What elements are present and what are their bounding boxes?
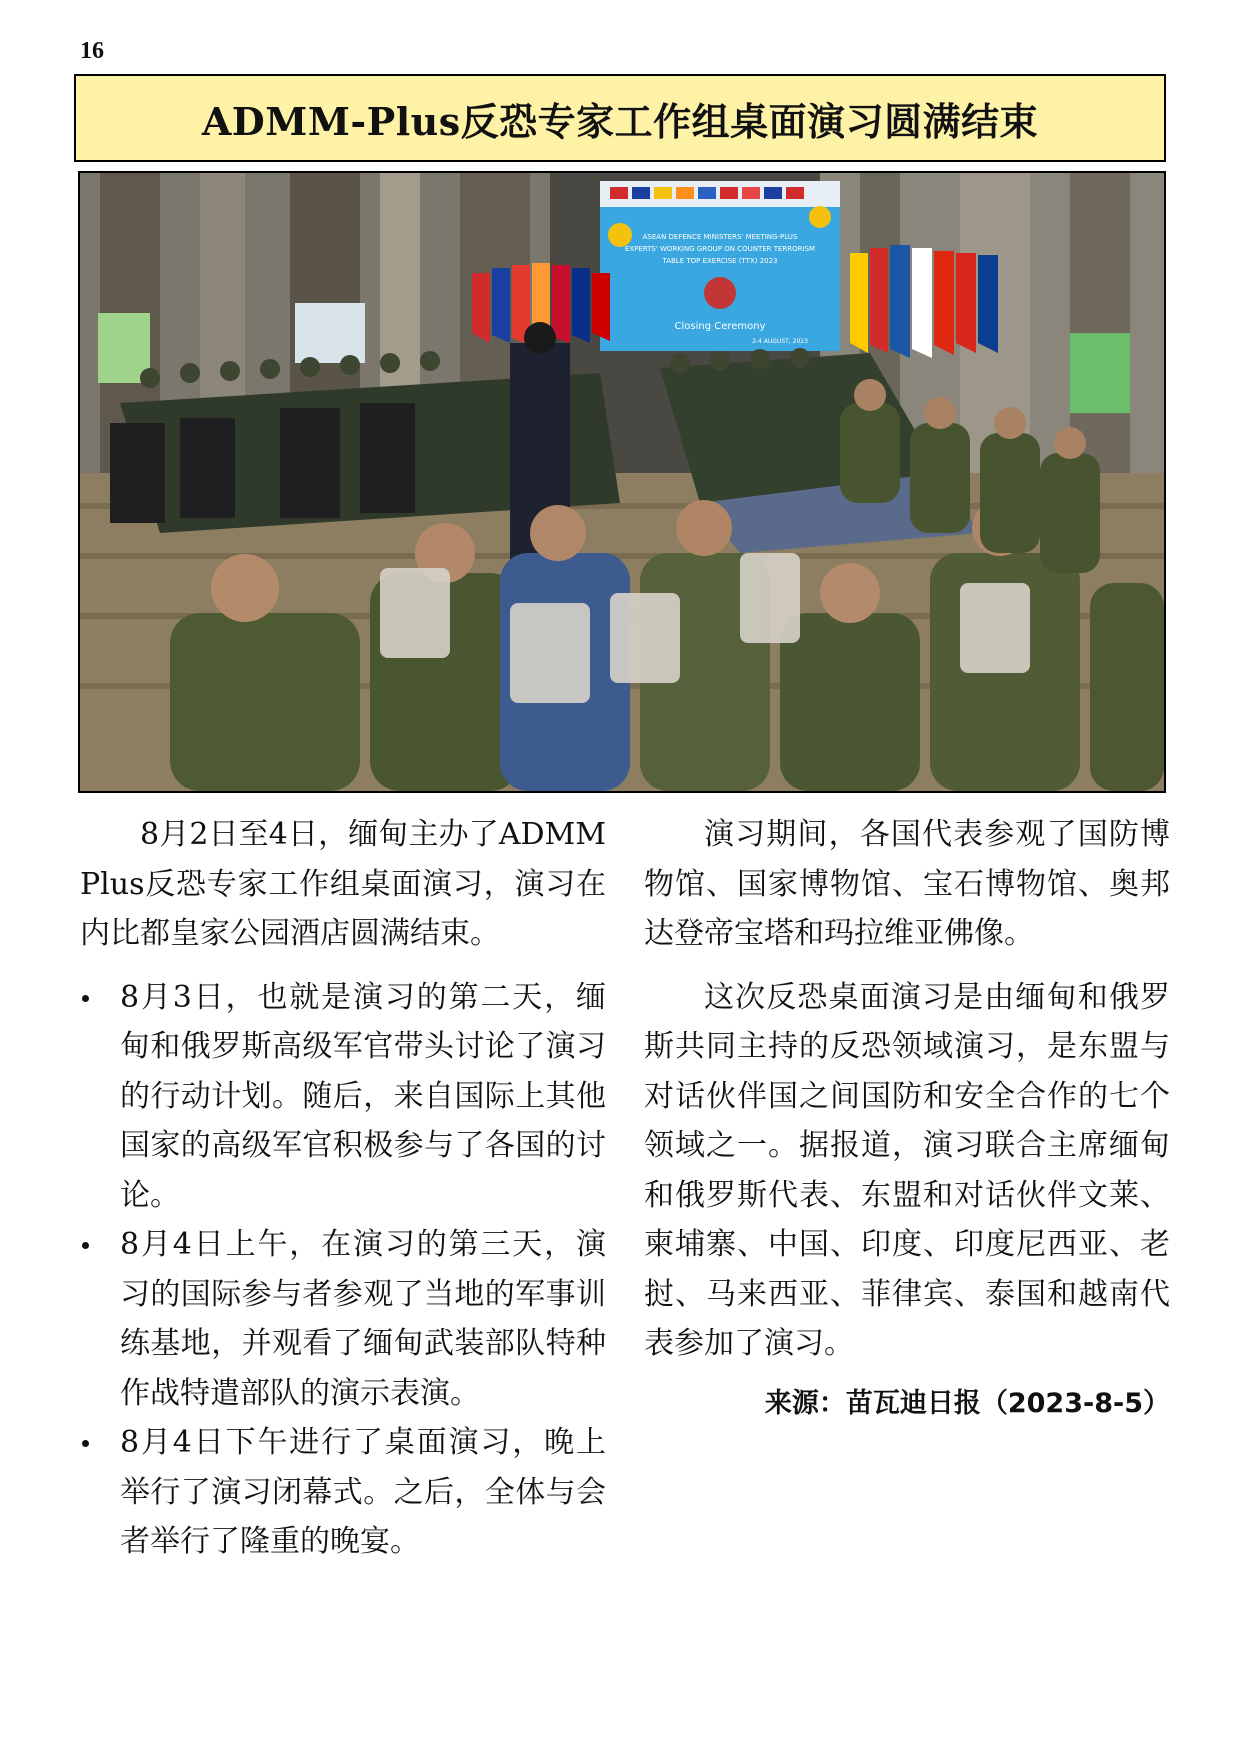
bullet-list <box>80 973 606 1567</box>
bullet-item: 8月4日下午进行了桌面演习，晚上举行了演习闭幕式。之后，全体与会者举行了隆重的晚宴。 <box>80 1418 606 1567</box>
source-citation: 来源：苗瓦迪日报（2023-8-5） <box>764 1387 1170 1419</box>
visits-paragraph: 演习期间，各国代表参观了国防博物馆、国家博物馆、宝石博物馆、奥邦达登帝宝塔和玛拉维亚佛像。 <box>644 817 1170 951</box>
cooperation-paragraph: 这次反恐桌面演习是由缅甸和俄罗斯共同主持的反恐领域演习，是东盟与对话伙伴国之间国防和安全合作的七个领域之一。据报道，演习联合主席缅甸和俄罗斯代表、东盟和对话伙伴文莱、柬埔寨、中国、印度、印度尼西亚、老挝、马来西亚、菲律宾、泰国和越南代表参加了演习。 <box>644 979 1170 1361</box>
screen-line-1: ASEAN DEFENCE MINISTERS' MEETING-PLUS <box>642 233 798 241</box>
right-column <box>644 810 1170 1428</box>
bullet-item: 8月3日，也就是演习的第二天，缅甸和俄罗斯高级军官带头讨论了演习的行动计划。随后，来自国际上其他国家的高级军官积极参与了各国的讨论。 <box>80 973 606 1221</box>
intro-paragraph: 8月2日至4日，缅甸主办了ADMM Plus反恐专家工作组桌面演习，演习在内比都皇家公园酒店圆满结束。 <box>80 817 606 951</box>
article-title: ADMM-Plus反恐专家工作组桌面演习圆满结束 <box>201 98 1039 144</box>
bullet-item: 8月4日上午，在演习的第三天，演习的国际参与者参观了当地的军事训练基地，并观看了缅甸武装部队特种作战特遣部队的演示表演。 <box>80 1220 606 1418</box>
screen-line-2: EXPERTS' WORKING GROUP ON COUNTER TERRORISM <box>624 245 816 253</box>
left-column <box>80 810 606 1567</box>
event-photo <box>78 171 1166 793</box>
photo-illustration <box>80 173 1164 791</box>
page-number: 16 <box>80 38 104 64</box>
screen-line-5: 2-4 AUGUST, 2023 <box>752 338 808 345</box>
article-title-box <box>74 74 1166 162</box>
screen-line-3: TABLE TOP EXERCISE (TTX) 2023 <box>662 257 778 265</box>
screen-line-4: Closing Ceremony <box>674 321 766 332</box>
